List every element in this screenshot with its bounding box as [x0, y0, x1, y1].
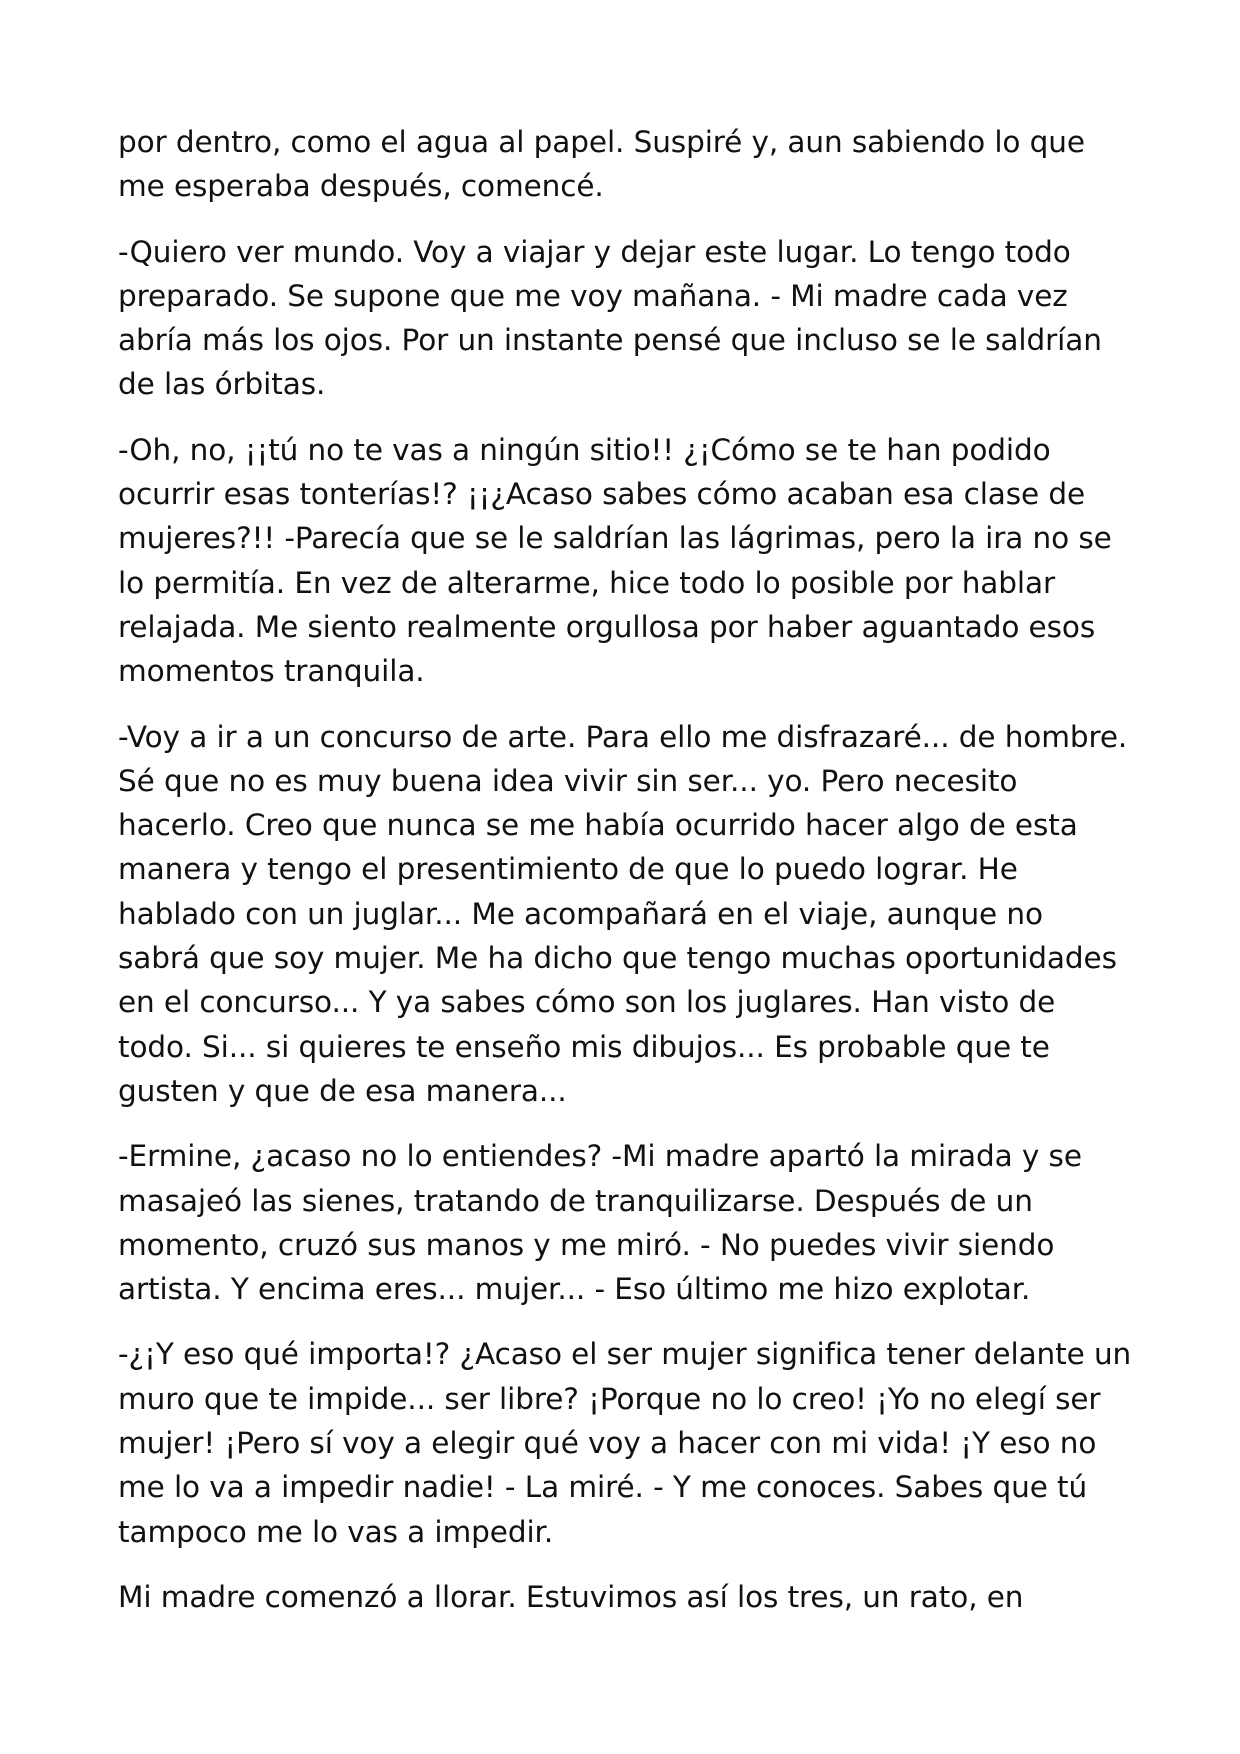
document-body — [118, 120, 1132, 1640]
text-line: manera y tengo el presentimiento de que lo puedo lograr. He — [118, 852, 1018, 887]
text-line: por dentro, como el agua al papel. Suspiré y, aun sabiendo lo que — [118, 125, 1085, 159]
text-line: abría más los ojos. Por un instante pensé que incluso se le saldrían — [118, 323, 1102, 358]
text-line: -Voy a ir a un concurso de arte. Para ello me disfrazaré... de hombre. — [118, 719, 1128, 754]
paragraph — [118, 1575, 1128, 1619]
text-line: me esperaba después, comencé. — [118, 169, 604, 204]
text-line: -¿¡Y eso qué importa!? ¿Acaso el ser mujer significa tener delante un — [118, 1337, 1132, 1372]
text-line: masajeó las sienes, tratando de tranquilizarse. Después de un — [118, 1183, 1033, 1218]
paragraph — [118, 1332, 1132, 1553]
text-line: gusten y que de esa manera... — [118, 1073, 567, 1108]
text-line: me lo va a impedir nadie! - La miré. - Y me conoces. Sabes que tú — [118, 1470, 1088, 1505]
text-line: -Ermine, ¿acaso no lo entiendes? -Mi madre apartó la mirada y se — [118, 1139, 1082, 1174]
paragraph — [118, 230, 1128, 407]
paragraph — [118, 1134, 1128, 1311]
text-line: momentos tranquila. — [118, 654, 425, 689]
text-line: tampoco me lo vas a impedir. — [118, 1514, 554, 1549]
text-line: lo permitía. En vez de alterarme, hice todo lo posible por hablar — [118, 565, 1056, 600]
text-line: Mi madre comenzó a llorar. Estuvimos así los tres, un rato, en — [118, 1579, 1024, 1614]
paragraph — [118, 428, 1128, 694]
text-line: momento, cruzó sus manos y me miró. - No puedes vivir siendo — [118, 1227, 1055, 1262]
text-line: hacerlo. Creo que nunca se me había ocurrido hacer algo de esta — [118, 808, 1078, 843]
text-line: -Quiero ver mundo. Voy a viajar y dejar este lugar. Lo tengo todo — [118, 234, 1071, 269]
text-line: sabrá que soy mujer. Me ha dicho que tengo muchas oportunidades — [118, 941, 1117, 976]
paragraph — [118, 715, 1128, 1114]
text-line: -Oh, no, ¡¡tú no te vas a ningún sitio!! ¿¡Cómo se te han podido — [118, 432, 1051, 467]
text-line: relajada. Me siento realmente orgullosa por haber aguantado esos — [118, 609, 1096, 644]
text-line: mujer! ¡Pero sí voy a elegir qué voy a hacer con mi vida! ¡Y eso no — [118, 1426, 1097, 1461]
text-line: de las órbitas. — [118, 367, 326, 402]
text-line: Sé que no es muy buena idea vivir sin ser... yo. Pero necesito — [118, 763, 1018, 798]
text-line: todo. Si... si quieres te enseño mis dibujos... Es probable que te — [118, 1029, 1050, 1064]
text-line: mujeres?!! -Parecía que se le saldrían las lágrimas, pero la ira no se — [118, 521, 1112, 556]
text-line: hablado con un juglar... Me acompañará en el viaje, aunque no — [118, 896, 1043, 931]
text-line: en el concurso... Y ya sabes cómo son los juglares. Han visto de — [118, 985, 1056, 1020]
text-line: ocurrir esas tonterías!? ¡¡¿Acaso sabes cómo acaban esa clase de — [118, 477, 1086, 512]
text-line: artista. Y encima eres... mujer... - Eso último me hizo explotar. — [118, 1272, 1031, 1307]
text-line: preparado. Se supone que me voy mañana. - Mi madre cada vez — [118, 278, 1068, 313]
text-line: muro que te impide... ser libre? ¡Porque no lo creo! ¡Yo no elegí ser — [118, 1381, 1101, 1416]
paragraph — [118, 120, 1128, 209]
